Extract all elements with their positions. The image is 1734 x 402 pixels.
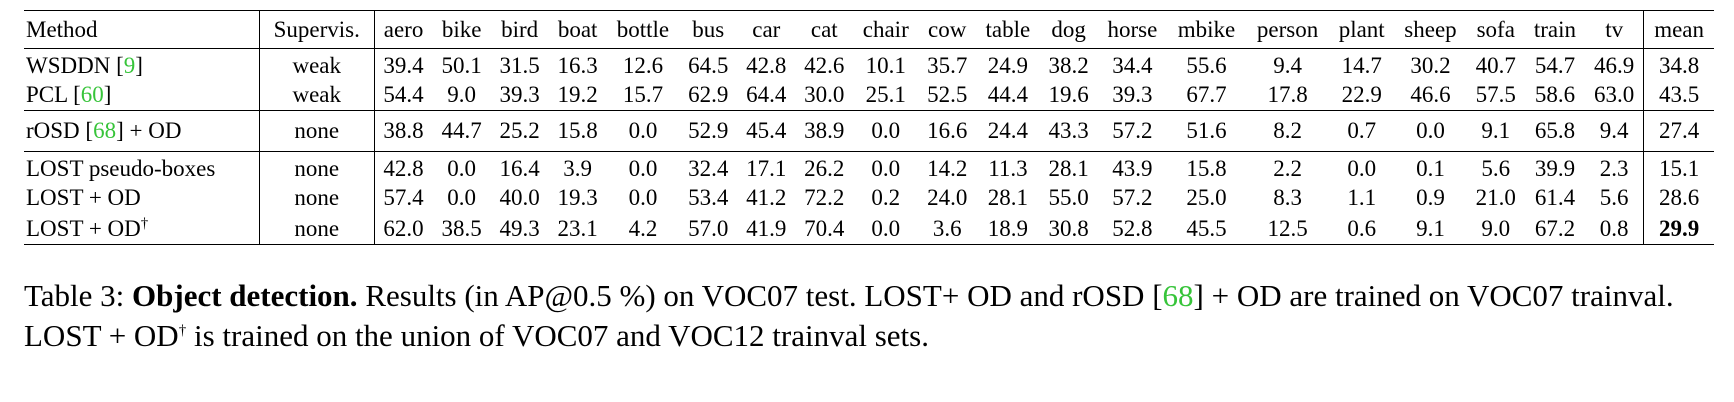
value-cell-table: 24.9 <box>987 53 1029 79</box>
method-cell <box>24 152 259 183</box>
value-cell-cat: 42.6 <box>804 53 845 79</box>
value-cell-cow: 35.7 <box>927 53 968 79</box>
value-cell-bird: 16.4 <box>499 156 540 182</box>
col-header-cow: cow <box>918 11 976 49</box>
value-cell-bird: 25.2 <box>491 111 549 152</box>
value-cell-tv: 0.8 <box>1585 214 1644 245</box>
value-cell-person: 17.8 <box>1246 80 1329 111</box>
value-cell-aero: 62.0 <box>374 214 433 245</box>
supervision-cell: none <box>259 111 374 152</box>
table-header <box>24 11 1714 49</box>
table-row <box>24 152 1714 183</box>
value-cell-mbike: 45.5 <box>1167 214 1246 245</box>
value-cell-dog: 55.0 <box>1048 185 1089 210</box>
value-cell-bird: 39.3 <box>491 80 549 111</box>
value-cell-tv: 2.3 <box>1585 152 1644 183</box>
value-cell-dog: 30.8 <box>1040 214 1098 245</box>
col-header-chair: chair <box>853 11 918 49</box>
col-header-train: train <box>1525 11 1585 49</box>
caption-part1: Results (in AP@0.5 %) on VOC07 test. LOST+ OD and rOSD [ <box>357 278 1163 313</box>
col-header-sheep: sheep <box>1394 11 1467 49</box>
value-cell-sheep: 30.2 <box>1410 53 1451 79</box>
value-cell-car: 41.2 <box>746 185 787 210</box>
value-cell-bottle: 4.2 <box>607 214 680 245</box>
value-cell-aero: 54.4 <box>374 80 433 111</box>
value-cell-aero: 57.4 <box>383 185 424 210</box>
method-citation: 9 <box>123 53 136 79</box>
value-cell-person: 12.5 <box>1246 214 1329 245</box>
value-cell-bike: 9.0 <box>433 80 491 111</box>
value-cell-mbike: 15.8 <box>1186 156 1227 182</box>
mean-cell: 29.9 <box>1644 214 1714 245</box>
value-cell-plant: 0.6 <box>1329 214 1394 245</box>
cite-open-bracket: [ <box>85 118 94 143</box>
col-header-table: table <box>976 11 1039 49</box>
col-header-tv: tv <box>1585 11 1644 49</box>
value-cell-cow: 24.0 <box>927 185 968 210</box>
value-cell-table: 24.4 <box>976 111 1039 152</box>
value-cell-plant: 0.7 <box>1329 111 1394 152</box>
value-cell-sofa: 9.0 <box>1467 214 1525 245</box>
supervision-cell: none <box>259 183 374 214</box>
value-cell-cow: 52.5 <box>918 80 976 111</box>
value-cell-horse: 39.3 <box>1098 80 1168 111</box>
value-cell-boat: 16.3 <box>557 53 598 79</box>
value-cell-cow: 16.6 <box>918 111 976 152</box>
value-cell-cat: 70.4 <box>795 214 853 245</box>
col-header-mean: mean <box>1644 11 1714 49</box>
results-table-container <box>24 10 1714 245</box>
table-group-3 <box>24 152 1714 245</box>
col-header-dog: dog <box>1040 11 1098 49</box>
value-cell-sheep: 0.0 <box>1394 111 1467 152</box>
value-cell-sheep: 9.1 <box>1394 214 1467 245</box>
value-cell-tv: 5.6 <box>1585 183 1644 214</box>
value-cell-tv: 46.9 <box>1585 49 1644 80</box>
col-header-person: person <box>1246 11 1329 49</box>
value-cell-cat: 72.2 <box>804 185 845 210</box>
value-cell-dog: 43.3 <box>1040 111 1098 152</box>
value-cell-horse: 34.4 <box>1112 53 1153 79</box>
value-cell-horse: 52.8 <box>1098 214 1168 245</box>
value-cell-chair: 0.0 <box>853 214 918 245</box>
value-cell-bike: 44.7 <box>433 111 491 152</box>
col-header-aero: aero <box>374 11 433 49</box>
value-cell-horse: 57.2 <box>1112 185 1153 210</box>
value-cell-bottle: 12.6 <box>622 53 664 79</box>
col-header-bird: bird <box>491 11 549 49</box>
value-cell-sheep: 0.9 <box>1416 185 1445 210</box>
value-cell-bike: 38.5 <box>433 214 491 245</box>
value-cell-mbike: 67.7 <box>1167 80 1246 111</box>
mean-cell: 15.1 <box>1658 156 1700 182</box>
value-cell-car: 41.9 <box>737 214 795 245</box>
supervision-cell: weak <box>259 80 374 111</box>
value-cell-cat: 38.9 <box>795 111 853 152</box>
value-cell-mbike: 55.6 <box>1186 53 1227 79</box>
value-cell-person: 8.2 <box>1246 111 1329 152</box>
cite-open-bracket: [ <box>73 81 81 107</box>
value-cell-sofa: 40.7 <box>1475 53 1516 79</box>
col-header-method: Method <box>24 11 259 49</box>
col-header-horse: horse <box>1098 11 1168 49</box>
value-cell-train: 65.8 <box>1525 111 1585 152</box>
caption-lead: Object detection. <box>132 278 358 313</box>
value-cell-bus: 64.5 <box>688 53 729 79</box>
col-header-bus: bus <box>679 11 737 49</box>
cite-open-bracket: [ <box>116 53 124 79</box>
value-cell-tv: 63.0 <box>1585 80 1644 111</box>
method-name: LOST + OD <box>26 185 141 210</box>
value-cell-bike: 50.1 <box>441 53 482 79</box>
value-cell-car: 45.4 <box>737 111 795 152</box>
value-cell-aero: 38.8 <box>374 111 433 152</box>
value-cell-mbike: 51.6 <box>1167 111 1246 152</box>
value-cell-bottle: 15.7 <box>607 80 680 111</box>
value-cell-bus: 62.9 <box>679 80 737 111</box>
table-group-2 <box>24 111 1714 152</box>
value-cell-chair: 25.1 <box>853 80 918 111</box>
col-header-bike: bike <box>433 11 491 49</box>
caption-citation: 68 <box>1162 278 1194 313</box>
value-cell-bottle: 0.0 <box>607 111 680 152</box>
method-cell <box>24 80 259 111</box>
value-cell-bird: 31.5 <box>499 53 540 79</box>
method-citation: 68 <box>93 118 117 143</box>
value-cell-bus: 52.9 <box>679 111 737 152</box>
method-name: PCL <box>26 81 74 107</box>
col-header-boat: boat <box>549 11 607 49</box>
value-cell-horse: 43.9 <box>1112 156 1153 182</box>
value-cell-plant: 22.9 <box>1329 80 1394 111</box>
value-cell-horse: 57.2 <box>1098 111 1168 152</box>
header-row <box>24 11 1714 49</box>
value-cell-plant: 14.7 <box>1341 53 1382 79</box>
value-cell-boat: 19.2 <box>549 80 607 111</box>
cite-close-bracket: ] <box>103 81 112 107</box>
value-cell-plant: 0.0 <box>1347 156 1377 182</box>
table-caption <box>24 276 1714 356</box>
col-header-plant: plant <box>1329 11 1394 49</box>
value-cell-plant: 1.1 <box>1347 185 1377 210</box>
value-cell-chair: 0.0 <box>853 111 918 152</box>
value-cell-car: 64.4 <box>737 80 795 111</box>
value-cell-bus: 32.4 <box>688 156 729 182</box>
col-header-bottle: bottle <box>607 11 680 49</box>
value-cell-tv: 9.4 <box>1585 111 1644 152</box>
value-cell-table: 44.4 <box>976 80 1039 111</box>
mean-cell: 43.5 <box>1644 80 1714 111</box>
caption-part2: ] + OD are trained on VOC07 trainval. LOST + OD <box>24 278 1674 353</box>
col-header-sofa: sofa <box>1467 11 1525 49</box>
caption-dagger: † <box>178 322 187 339</box>
caption-label: Table 3: <box>24 278 133 313</box>
method-name: LOST pseudo-boxes <box>26 156 216 182</box>
value-cell-boat: 15.8 <box>549 111 607 152</box>
value-cell-train: 58.6 <box>1525 80 1585 111</box>
table-row <box>24 183 1714 214</box>
value-cell-bottle: 0.0 <box>628 185 658 210</box>
value-cell-table: 11.3 <box>988 156 1028 182</box>
value-cell-cat: 30.0 <box>795 80 853 111</box>
table-row <box>24 214 1714 245</box>
value-cell-bus: 57.0 <box>679 214 737 245</box>
value-cell-chair: 10.1 <box>865 53 906 79</box>
table-row <box>24 111 1714 152</box>
mean-cell: 28.6 <box>1658 185 1700 210</box>
table-row <box>24 80 1714 111</box>
table-row <box>24 49 1714 80</box>
mean-cell: 27.4 <box>1644 111 1714 152</box>
dagger-mark: † <box>140 215 149 232</box>
method-name: rOSD <box>26 118 86 143</box>
value-cell-sheep: 0.1 <box>1416 156 1445 182</box>
mean-cell: 34.8 <box>1658 53 1700 79</box>
col-header-car: car <box>737 11 795 49</box>
cite-close-bracket: ] <box>135 53 143 79</box>
value-cell-boat: 23.1 <box>549 214 607 245</box>
supervision-cell: none <box>259 214 374 245</box>
method-citation: 60 <box>80 81 104 107</box>
results-table <box>24 10 1714 245</box>
method-name: WSDDN <box>26 53 117 79</box>
method-cell <box>24 49 259 80</box>
value-cell-bike: 0.0 <box>447 156 476 182</box>
value-cell-table: 18.9 <box>976 214 1039 245</box>
value-cell-cow: 3.6 <box>918 214 976 245</box>
value-cell-sofa: 5.6 <box>1481 156 1511 182</box>
col-header-cat: cat <box>795 11 853 49</box>
value-cell-bird: 49.3 <box>491 214 549 245</box>
value-cell-bus: 53.4 <box>688 185 729 210</box>
value-cell-dog: 19.6 <box>1040 80 1098 111</box>
value-cell-boat: 3.9 <box>563 156 593 182</box>
value-cell-chair: 0.2 <box>871 185 901 210</box>
method-cell <box>24 111 259 152</box>
value-cell-person: 2.2 <box>1273 156 1302 182</box>
cite-close-bracket: ] <box>116 118 124 143</box>
value-cell-sofa: 9.1 <box>1467 111 1525 152</box>
value-cell-bottle: 0.0 <box>628 156 658 182</box>
value-cell-sofa: 21.0 <box>1475 185 1516 210</box>
method-name: LOST + OD <box>26 215 141 241</box>
value-cell-train: 54.7 <box>1534 53 1576 79</box>
value-cell-bird: 40.0 <box>499 185 540 210</box>
value-cell-train: 67.2 <box>1525 214 1585 245</box>
value-cell-dog: 38.2 <box>1048 53 1089 79</box>
caption-part3: is trained on the union of VOC07 and VOC12 trainval sets. <box>186 318 929 353</box>
table-group-1 <box>24 49 1714 111</box>
value-cell-dog: 28.1 <box>1048 156 1089 182</box>
value-cell-table: 28.1 <box>987 185 1029 210</box>
value-cell-car: 17.1 <box>746 156 787 182</box>
value-cell-bike: 0.0 <box>447 185 476 210</box>
value-cell-aero: 39.4 <box>383 53 424 79</box>
value-cell-person: 9.4 <box>1273 53 1302 79</box>
col-header-mbike: mbike <box>1167 11 1246 49</box>
method-cell <box>24 214 259 245</box>
value-cell-sofa: 57.5 <box>1467 80 1525 111</box>
col-header-supervision: Supervis. <box>259 11 374 49</box>
value-cell-aero: 42.8 <box>383 156 424 182</box>
value-cell-car: 42.8 <box>746 53 787 79</box>
value-cell-cat: 26.2 <box>804 156 845 182</box>
value-cell-train: 61.4 <box>1534 185 1576 210</box>
value-cell-person: 8.3 <box>1273 185 1302 210</box>
value-cell-train: 39.9 <box>1534 156 1576 182</box>
supervision-cell: weak <box>259 49 374 80</box>
value-cell-mbike: 25.0 <box>1186 185 1227 210</box>
method-suffix: + OD <box>123 118 182 143</box>
value-cell-cow: 14.2 <box>927 156 968 182</box>
value-cell-boat: 19.3 <box>557 185 598 210</box>
value-cell-sheep: 46.6 <box>1394 80 1467 111</box>
supervision-cell: none <box>259 152 374 183</box>
method-cell <box>24 183 259 214</box>
value-cell-chair: 0.0 <box>871 156 901 182</box>
